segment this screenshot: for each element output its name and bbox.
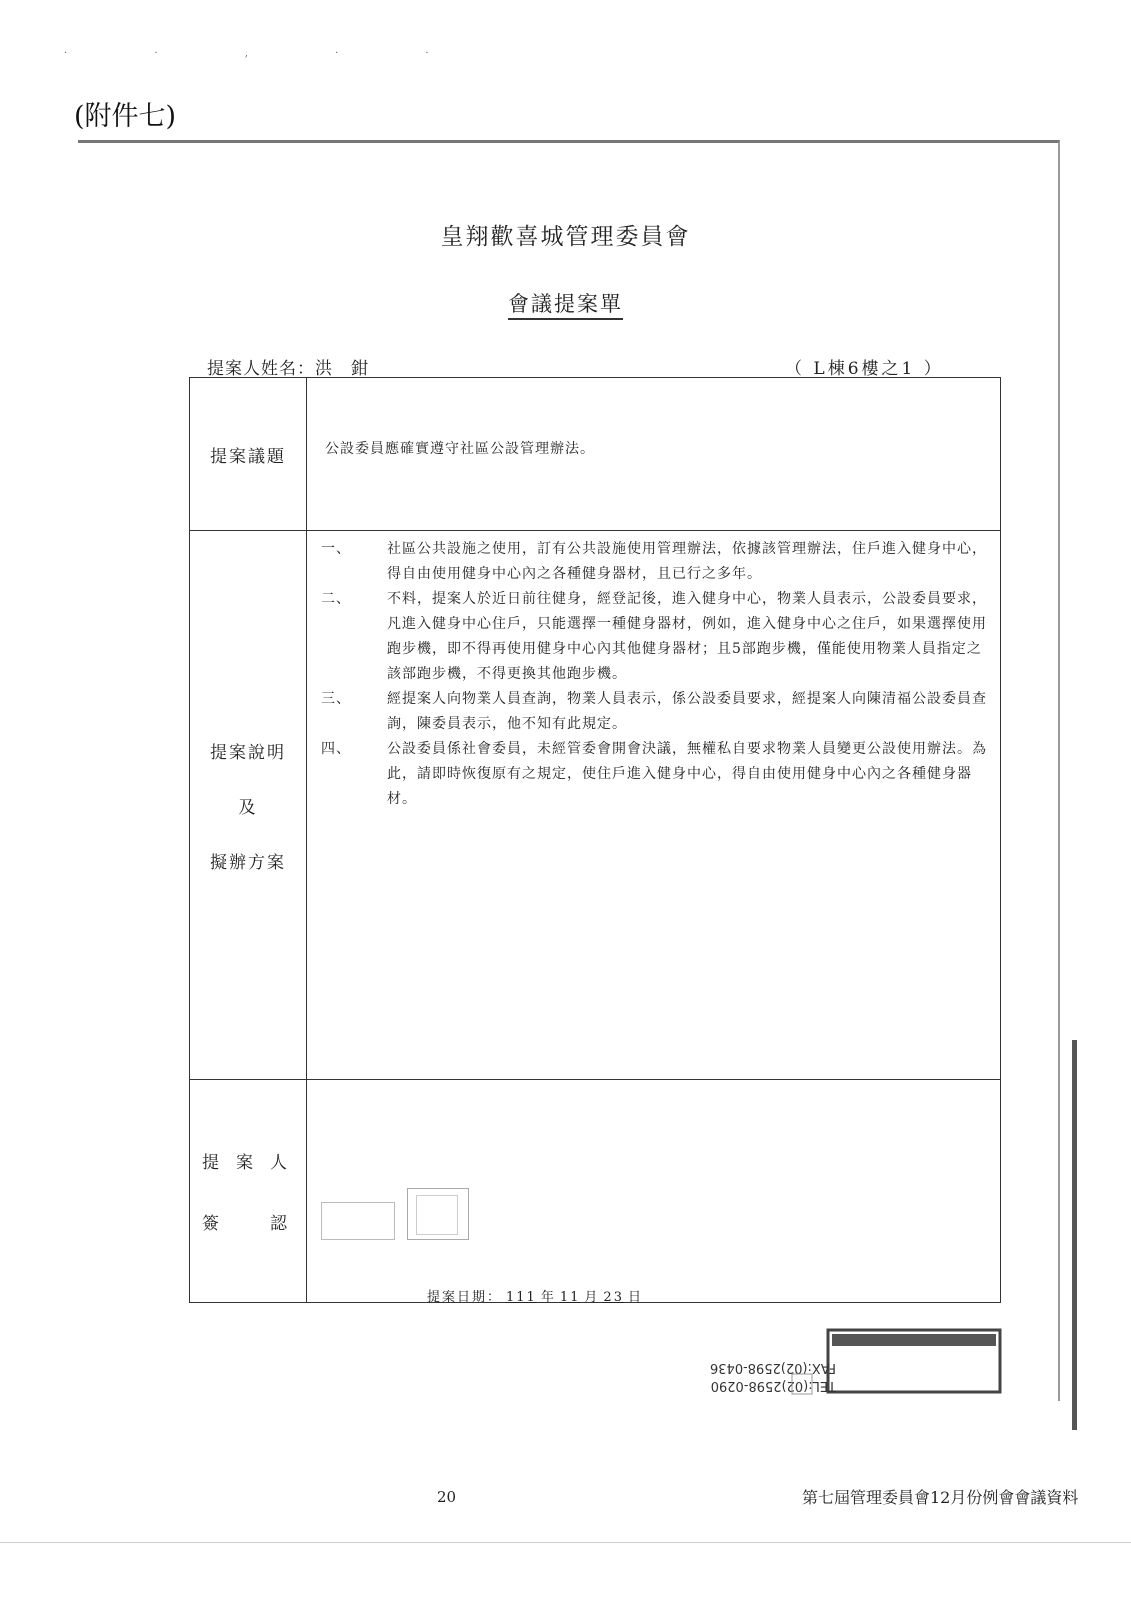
signature-label-line1: 提 案 人 xyxy=(202,1153,287,1173)
item-number: 二、 xyxy=(321,591,351,607)
organization-title: 皇翔歡喜城管理委員會 xyxy=(440,224,691,250)
item-number: 三、 xyxy=(321,691,351,707)
item-text: 社區公共設施之使用，訂有公共設施使用管理辦法，依據該管理辦法，住戶進入健身中心，得自由使用健身中心內之各種健身器材，且已行之多年。 xyxy=(387,541,987,582)
date-day: 23 xyxy=(603,1290,624,1305)
seal-fax-text: FAX:(02)2598-0436 xyxy=(709,1360,836,1375)
proposer-unit: （ L棟6樓之1 ） xyxy=(785,359,944,379)
topic-row xyxy=(190,378,1001,531)
page-number: 20 xyxy=(437,1488,457,1506)
signature-row xyxy=(190,1080,1001,1303)
description-cell xyxy=(307,531,1001,1080)
item-text: 經提案人向物業人員查詢，物業人員表示，係公設委員要求，經提案人向陳清福公設委員查詢，陳委員表示，他不知有此規定。 xyxy=(387,691,987,732)
item-number: 四、 xyxy=(321,741,351,757)
footer-divider xyxy=(0,1542,1131,1543)
date-year: 111 xyxy=(506,1290,537,1305)
list-item xyxy=(319,537,990,587)
date-month: 11 xyxy=(559,1290,581,1305)
proposal-date xyxy=(427,1286,643,1305)
description-label xyxy=(190,531,307,1080)
item-number: 一、 xyxy=(321,541,351,557)
item-text: 不料，提案人於近日前往健身，經登記後，進入健身中心，物業人員表示，公設委員要求，凡進入健身中心住戶，只能選擇一種健身器材，例如，進入健身中心之住戶，如果選擇使用跑步機，即不得再使用健身中心內其他健身器材；且5部跑步機，僅能使用物業人員指定之該部跑步機，不得更換其他跑步機。 xyxy=(387,591,987,682)
proposal-form-table xyxy=(189,377,1001,1303)
list-item xyxy=(319,587,990,687)
list-item xyxy=(319,737,990,812)
proposer-name: 提案人姓名：洪 鉗 xyxy=(207,359,369,379)
personal-seal-box xyxy=(407,1188,469,1240)
received-stamp-seal xyxy=(709,1322,1008,1398)
date-month-unit: 月 xyxy=(584,1290,600,1305)
description-label-line1: 提案說明 xyxy=(210,742,286,763)
topic-cell xyxy=(307,378,1001,531)
item-text: 公設委員係社會委員，未經管委會開會決議，無權私自要求物業人員變更公設使用辦法。為此，請即時恢復原有之規定，使住戶進入健身中心，得自由使用健身中心內之各種健身器材。 xyxy=(387,741,987,807)
signature-area xyxy=(307,1080,1000,1305)
list-item xyxy=(319,687,990,737)
seal-top-band xyxy=(832,1334,996,1346)
scan-specks: · · ‚ · · xyxy=(64,48,471,59)
topic-label: 提案議題 xyxy=(190,378,307,531)
topic-text: 公設委員應確實遵守社區公設管理辦法。 xyxy=(325,441,595,457)
signature-label-line2: 簽 認 xyxy=(202,1214,287,1234)
date-day-unit: 日 xyxy=(627,1290,643,1305)
form-title xyxy=(0,288,1131,318)
seal-tel-text: TEL:(02)2598-0290 xyxy=(710,1378,836,1393)
description-row xyxy=(190,531,1001,1080)
date-year-unit: 年 xyxy=(540,1290,556,1305)
description-label-line3: 擬辦方案 xyxy=(210,852,286,873)
signature-label xyxy=(190,1080,307,1303)
footer-doc-title: 第七屆管理委員會12月份例會會議資料 xyxy=(802,1488,1079,1507)
signature-cell xyxy=(307,1080,1001,1303)
form-title-text: 會議提案單 xyxy=(508,292,623,320)
description-items xyxy=(307,531,1000,812)
scan-edge-shadow xyxy=(1072,1040,1077,1430)
attachment-label: (附件七) xyxy=(74,101,177,132)
description-label-line2: 及 xyxy=(238,797,258,818)
personal-seal-mark xyxy=(321,1202,395,1240)
date-prefix: 提案日期： xyxy=(427,1290,503,1305)
